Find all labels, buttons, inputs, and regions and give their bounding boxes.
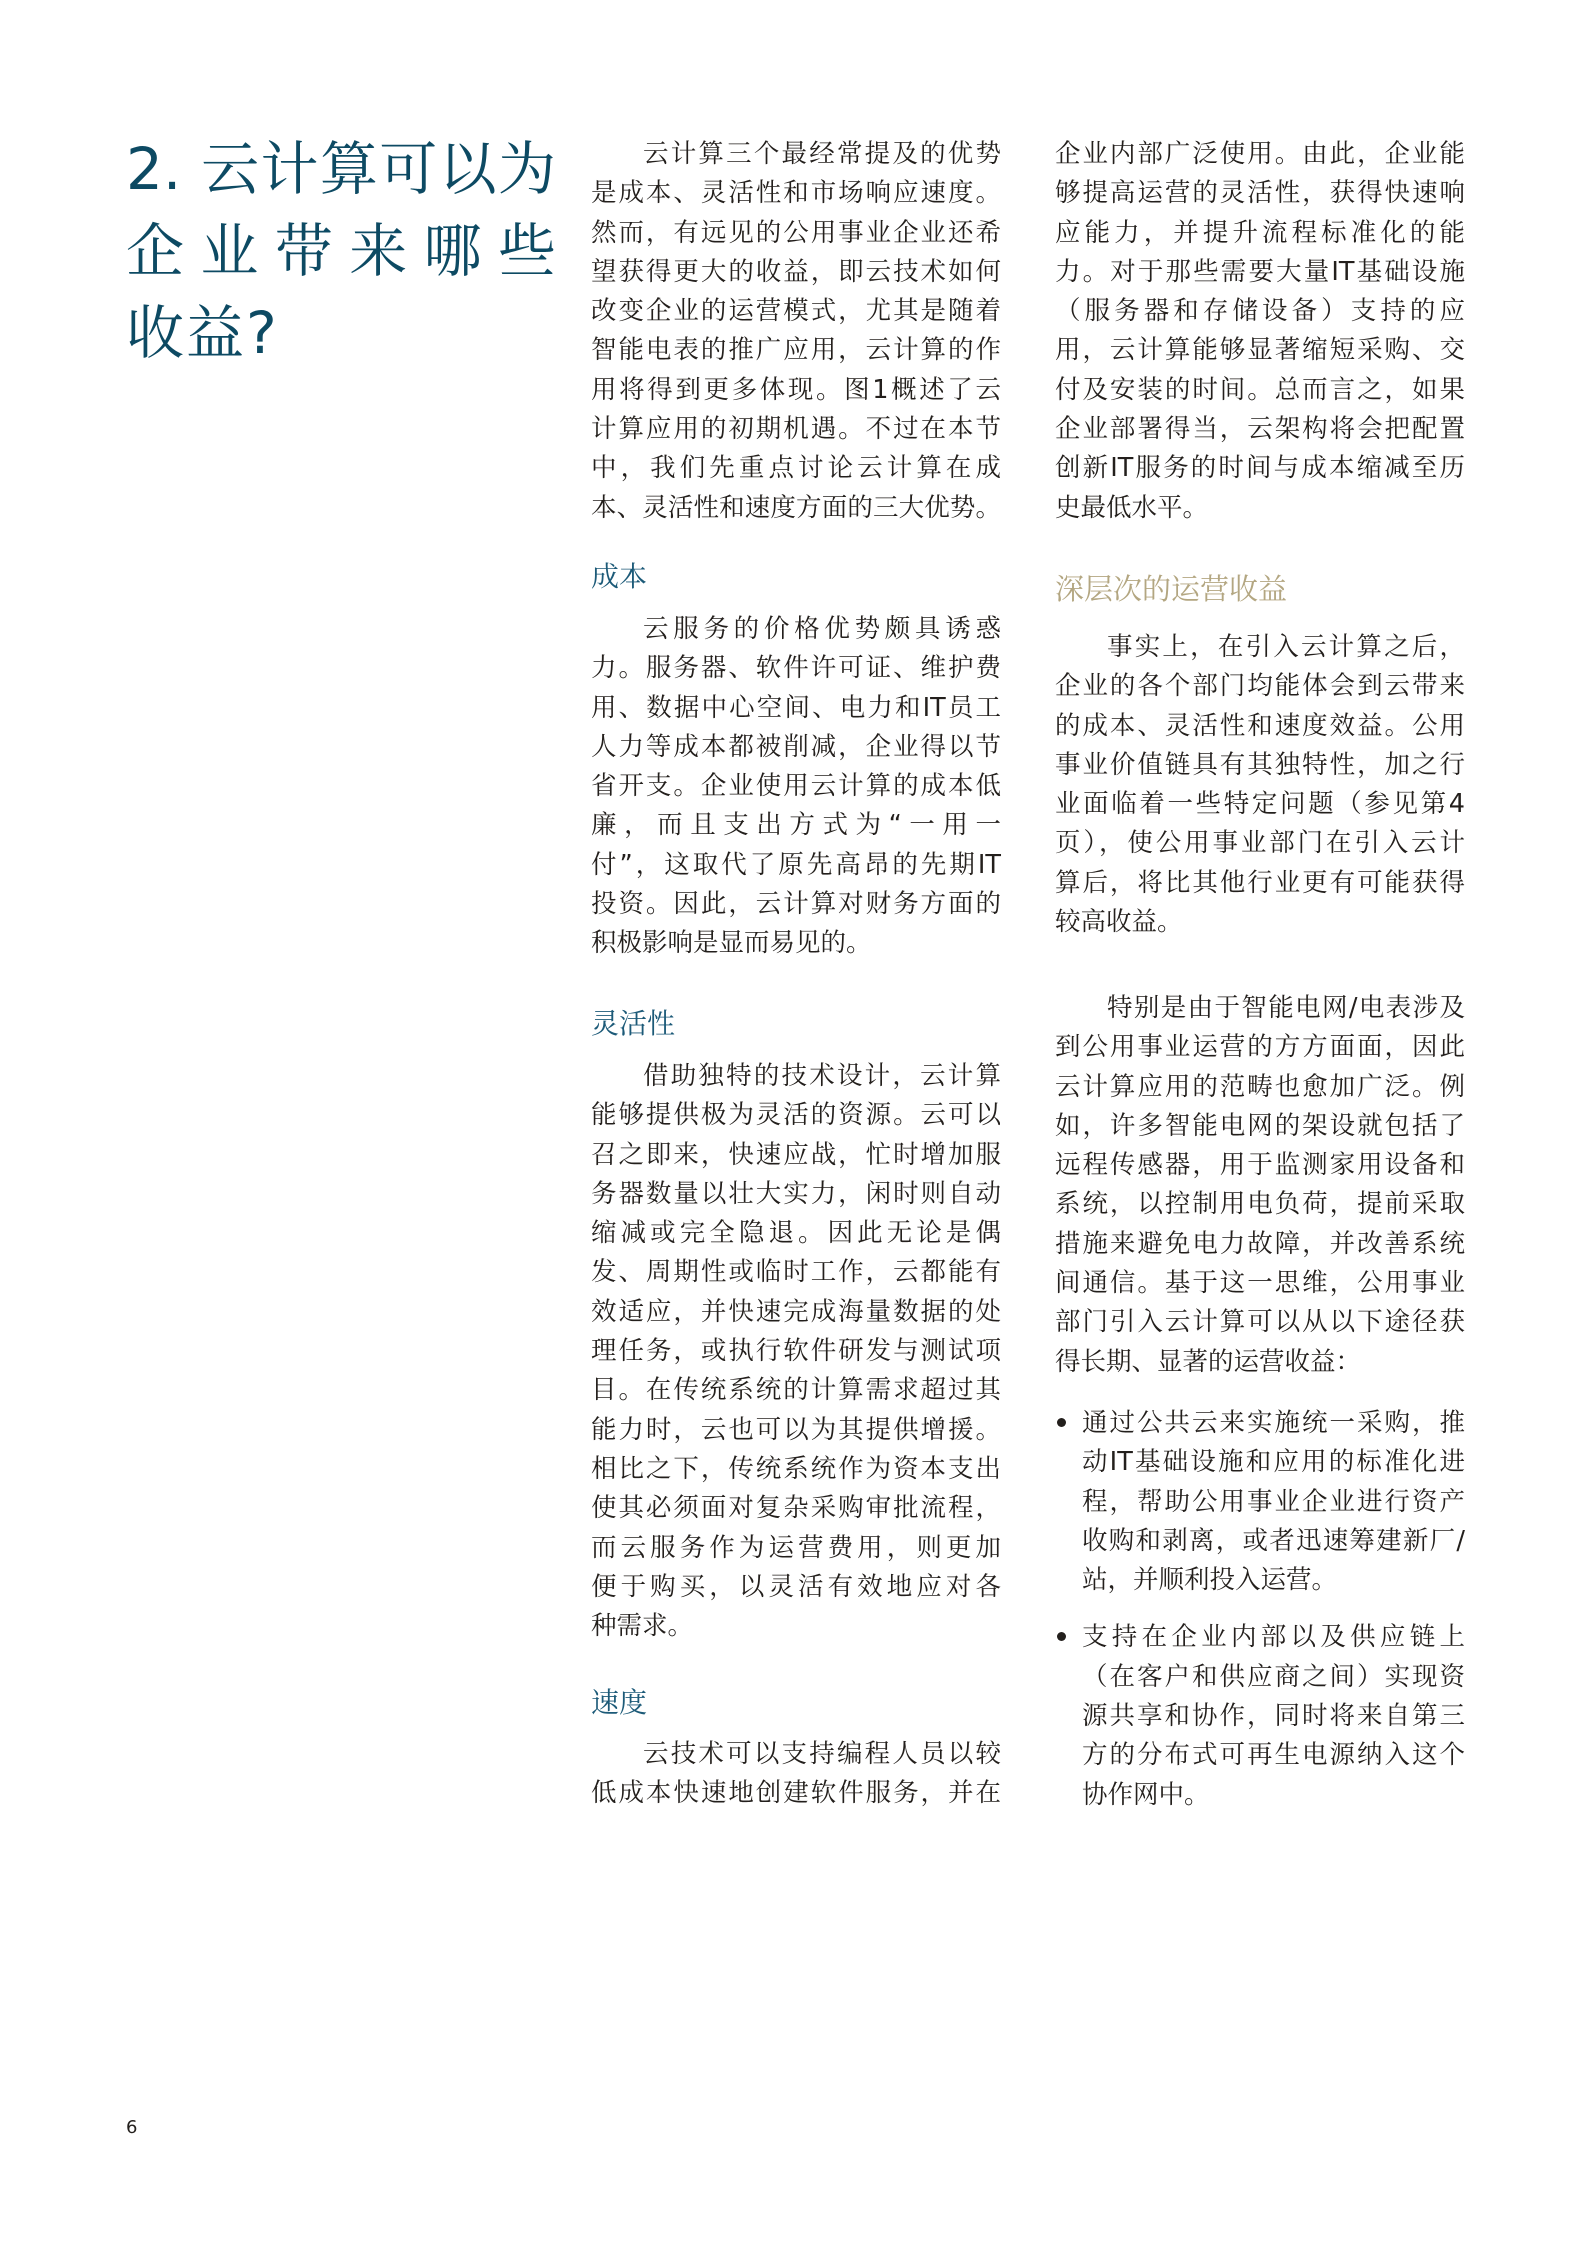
text-line: 云计算应用的范畴也愈加广泛。例 [1055, 1071, 1465, 1102]
text-line: 借助独特的技术设计，云计算 [643, 1061, 1001, 1091]
text-line: 积极影响是显而易见的。 [591, 928, 872, 959]
deeper-paragraph-1 [1055, 628, 1465, 942]
text-line: 支持在企业内部以及供应链上 [1082, 1622, 1465, 1653]
speed-paragraph [591, 1735, 1001, 1814]
list-item [1055, 1618, 1465, 1814]
flexibility-section [591, 1057, 1001, 1646]
text-line: 得长期、显著的运营收益： [1055, 1346, 1362, 1377]
text-line: 付及安装的时间。总而言之，如果 [1055, 374, 1465, 405]
text-line: 务器数量以壮大实力，闲时则自动 [591, 1178, 1001, 1209]
text-line: 页），使公用事业部门在引入云计 [1055, 828, 1465, 859]
cost-section [591, 610, 1001, 964]
text-line: 应能力，并提升流程标准化的能 [1055, 217, 1465, 248]
text-line: 部门引入云计算可以从以下途径获 [1055, 1307, 1465, 1338]
text-line: 智能电表的推广应用，云计算的作 [591, 335, 1001, 366]
text-line: 间通信。基于这一思维，公用事业 [1055, 1268, 1465, 1299]
text-line: 程，帮助公用事业企业进行资产 [1082, 1486, 1465, 1517]
text-line: 改变企业的运营模式，尤其是随着 [591, 296, 1001, 327]
text-line: 方的分布式可再生电源纳入这个 [1082, 1740, 1465, 1771]
text-line: 廉，而且支出方式为“一用一 [591, 810, 1001, 841]
text-line: 动IT基础设施和应用的标准化进 [1082, 1447, 1465, 1478]
text-line: 措施来避免电力故障，并改善系统 [1055, 1228, 1465, 1259]
deeper-paragraph-2-block [1055, 989, 1465, 1382]
cost-paragraph [591, 610, 1001, 964]
speed-section [591, 1735, 1001, 1814]
text-line: 是成本、灵活性和市场响应速度。 [591, 178, 1001, 209]
text-line: 付”，这取代了原先高昂的先期IT [591, 849, 1001, 880]
text-line: 的成本、灵活性和速度效益。公用 [1055, 710, 1465, 741]
text-line: 中，我们先重点讨论云计算在成 [591, 453, 1001, 484]
text-line: 投资。因此，云计算对财务方面的 [591, 889, 1001, 920]
text-line: 站，并顺利投入运营。 [1082, 1565, 1338, 1596]
page-title [126, 128, 556, 374]
list-item [1055, 1404, 1465, 1600]
section-heading-deeper-benefits: 深层次的运营收益 [1055, 572, 1288, 606]
text-line: 召之即来，快速应战，忙时增加服 [591, 1139, 1001, 1170]
text-line: 种需求。 [591, 1611, 694, 1642]
text-line: （在客户和供应商之间）实现资 [1082, 1661, 1465, 1692]
text-line: 收购和剥离，或者迅速筹建新厂/ [1082, 1525, 1465, 1556]
benefits-list [1055, 1404, 1465, 1815]
bullet-icon [1057, 1418, 1066, 1427]
text-line: 如，许多智能电网的架设就包括了 [1055, 1110, 1465, 1141]
text-line: 通过公共云来实施统一采购，推 [1082, 1408, 1465, 1438]
text-line: 创新IT服务的时间与成本缩减至历 [1055, 453, 1465, 484]
text-line: 算后，将比其他行业更有可能获得 [1055, 867, 1465, 898]
text-line: 源共享和协作，同时将来自第三 [1082, 1701, 1465, 1732]
text-line: （服务器和存储设备）支持的应 [1055, 296, 1465, 327]
text-line: 企业内部广泛使用。由此，企业能 [1055, 139, 1465, 169]
text-line: 人力等成本都被削减，企业得以节 [591, 731, 1001, 762]
text-line: 能够提供极为灵活的资源。云可以 [591, 1100, 1001, 1131]
text-line: 事实上，在引入云计算之后， [1107, 632, 1465, 662]
text-line: 本、灵活性和速度方面的三大优势。 [591, 492, 1001, 523]
deeper-paragraph-2 [1055, 989, 1465, 1382]
text-line: 而云服务作为运营费用，则更加 [591, 1532, 1001, 1563]
text-line: 便于购买，以灵活有效地应对各 [591, 1571, 1001, 1602]
text-line: 用、数据中心空间、电力和IT员工 [591, 692, 1001, 723]
column-right [1055, 135, 1465, 528]
text-line: 能力时，云也可以为其提供增援。 [591, 1414, 1001, 1445]
text-line: 云技术可以支持编程人员以较 [643, 1739, 1001, 1769]
text-line: 然而，有远见的公用事业企业还希 [591, 217, 1001, 248]
title-line: 收益? [126, 299, 279, 367]
text-line: 企业部署得当，云架构将会把配置 [1055, 414, 1465, 445]
text-line: 用将得到更多体现。图1概述了云 [591, 374, 1001, 405]
text-line: 较高收益。 [1055, 907, 1183, 938]
text-line: 事业价值链具有其独特性，加之行 [1055, 749, 1465, 780]
text-line: 相比之下，传统系统作为资本支出 [591, 1453, 1001, 1484]
benefits-list-block [1055, 1404, 1465, 1815]
text-line: 力。服务器、软件许可证、维护费 [591, 653, 1001, 684]
deeper-benefits-section [1055, 628, 1465, 942]
text-line: 到公用事业运营的方方面面，因此 [1055, 1032, 1465, 1063]
text-line: 力。对于那些需要大量IT基础设施 [1055, 256, 1465, 287]
text-line: 低成本快速地创建软件服务，并在 [591, 1778, 1001, 1809]
text-line: 省开支。企业使用云计算的成本低 [591, 771, 1001, 802]
text-line: 特别是由于智能电网/电表涉及 [1107, 993, 1465, 1023]
text-line: 望获得更大的收益，即云技术如何 [591, 256, 1001, 287]
text-line: 够提高运营的灵活性，获得快速响 [1055, 178, 1465, 209]
flexibility-paragraph [591, 1057, 1001, 1646]
page-number: 6 [126, 2117, 138, 2138]
text-line: 远程传感器，用于监测家用设备和 [1055, 1150, 1465, 1181]
text-line: 理任务，或执行软件研发与测试项 [591, 1336, 1001, 1367]
text-line: 效适应，并快速完成海量数据的处 [591, 1296, 1001, 1327]
text-line: 计算应用的初期机遇。不过在本节 [591, 414, 1001, 445]
section-heading-flexibility: 灵活性 [591, 1007, 676, 1040]
continued-paragraph [1055, 135, 1465, 528]
text-line: 业面临着一些特定问题（参见第4 [1055, 789, 1465, 820]
text-line: 使其必须面对复杂采购审批流程， [591, 1493, 1001, 1524]
text-line: 协作网中。 [1082, 1779, 1210, 1810]
text-line: 史最低水平。 [1055, 492, 1209, 523]
text-line: 用，云计算能够显著缩短采购、交 [1055, 335, 1465, 366]
title-line: 企业带来哪些 [126, 217, 556, 285]
text-line: 缩减或完全隐退。因此无论是偶 [591, 1218, 1001, 1249]
text-line: 发、周期性或临时工作，云都能有 [591, 1257, 1001, 1288]
section-heading-speed: 速度 [591, 1686, 648, 1719]
title-line: 2. 云计算可以为 [126, 135, 556, 203]
text-line: 目。在传统系统的计算需求超过其 [591, 1375, 1001, 1406]
text-line: 云计算三个最经常提及的优势 [643, 139, 1001, 169]
bullet-icon [1057, 1632, 1066, 1641]
text-line: 企业的各个部门均能体会到云带来 [1055, 671, 1465, 702]
section-heading-cost: 成本 [591, 560, 648, 593]
text-line: 系统，以控制用电负荷，提前采取 [1055, 1189, 1465, 1220]
intro-paragraph [591, 135, 1001, 528]
text-line: 云服务的价格优势颇具诱惑 [643, 614, 1001, 644]
column-middle [591, 135, 1001, 528]
